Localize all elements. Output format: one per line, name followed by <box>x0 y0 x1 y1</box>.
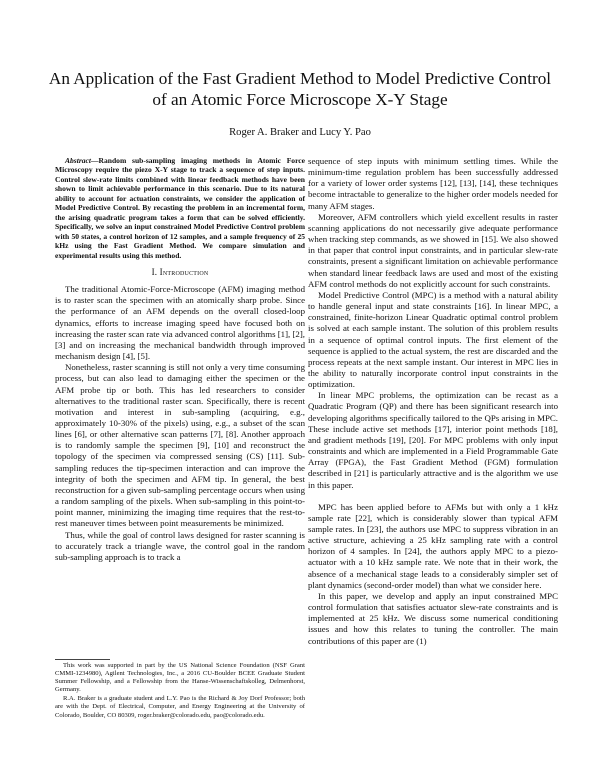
abstract-text: —Random sub-sampling imaging methods in Atomic Force Microscopy require the piezo X-Y stage to track a sequence of step inputs. Control slew-rate limits combined with linear feedback methods have been shown to limit achievable performance in this scenario. Due to its natural ability to account for actuation constraints, we consider the application of Model Predictive Control. By recasting the problem in an incremental form, the arising quadratic program takes a form that can be solved efficiently. Specifically, we solve an input constrained Model Predictive Control problem with 50 states, a control horizon of 12 samples, and a sample frequency of 25 kHz using the Fast Gradient Method. We compare simulation and experimental results using this method. <box>55 156 305 260</box>
footnote-funding: This work was supported in part by the US National Science Foundation (NSF Grant CMMI-1234980), Agilent Technologies, Inc., a 2016 CU-Boulder BCEE Graduate Student Summer Fellowship, and a Fellowship from the Hanse-Wissenschaftskolleg, Delmenhorst, Germany. <box>55 662 305 694</box>
abstract <box>55 156 305 260</box>
paragraph: Nonetheless, raster scanning is still not only a very time consuming process, but can also lead to damaging either the specimen or the AFM probe tip or both. This has led researchers to consider alternatives to the traditional raster scan. Specifically, there is recent motivation and interest in sub-sampling (acquiring, e.g., approximately 10-30% of the pixels) using, e.g., a subset of the scan lines [6], or other alternative scan patterns [7], [8]. Another approach is to randomly sample the specimen [9], [10] and reconstruct the topology of the specimen via compressed sensing (CS) [11]. Sub-sampling reduces the tip-specimen interaction and can improve the integrity of both the specimen and AFM tip. In general, the best reconstruction for a given sub-sampling percentage occurs when using a random sampling of the pixels. When sub-sampling in this point-to-point manner, minimizing the imaging time requires that the rest-to-rest maneuver times between point measurements be minimized. <box>55 362 305 529</box>
author-line: Roger A. Braker and Lucy Y. Pao <box>229 127 371 138</box>
right-column <box>308 156 558 647</box>
paragraph: Thus, while the goal of control laws designed for raster scanning is to accurately track a triangle wave, the control goal in the random sub-sampling approach is to track a <box>55 529 305 562</box>
footnote-divider <box>55 659 110 660</box>
paragraph: Moreover, AFM controllers which yield excellent results in raster scanning applications do not necessarily give adequate performance when tracking step commands, as we showed in [15]. We also showed in that paper that control input constraints, and in particular slew-rate constraints, present a significant limitation on achievable performance when standard linear feedback laws are used and most of the existing AFM control methods do not explicitly account for such constraints. <box>308 211 558 289</box>
paragraph: Model Predictive Control (MPC) is a method with a natural ability to handle general input and state constraints [16]. In linear MPC, a constrained, finite-horizon Linear Quadratic optimal control problem is solved at each sample instant. The solution of this problem results in a sequence of optimal control inputs. The first element of the sequence is applied to the actual system, the rest are discarded and the process repeats at the next sample instant. Our interest in MPC lies in the ability to naturally incorporate control input constraints in the optimization. <box>308 289 558 390</box>
section-heading-introduction: I. Introduction <box>151 266 209 277</box>
abstract-label: Abstract <box>65 156 91 165</box>
footnote-affiliation: R.A. Braker is a graduate student and L.Y. Pao is the Richard & Joy Dorf Professor; both are with the Dept. of Electrical, Computer, and Energy Engineering at the University of Colorado, Boulder, CO 80309, roger.braker@colorado.edu, pao@colorado.edu. <box>55 695 305 719</box>
left-column <box>55 156 305 563</box>
paper-title <box>40 68 560 110</box>
paragraph: MPC has been applied before to AFMs but with only a 1 kHz sample rate [22], which is considerably slower than typical AFM sample rates. In [23], the authors use MPC to suppress vibration in an active structure, achieving a 25 kHz sampling rate with a control horizon of 4 samples. In [24], the authors apply MPC to a piezo-actuator with a 10 kHz sample rate. We note that in their work, the absence of a mechanical stage leads to a considerably simpler set of plant dynamics (second-order model) than what we consider here. <box>308 501 558 590</box>
paragraph: In linear MPC problems, the optimization can be recast as a Quadratic Program (QP) and there has been significant research into developing algorithms specifically tailored to the QPs arising in MPC. These include active set methods [17], interior point methods [18], and gradient methods [19], [20]. For MPC problems with only input constraints and which are implemented in a Field Programmable Gate Array (FPGA), the Fast Gradient Method (FGM) formulation described in [21] is particularly attractive and is the algorithm we use in this paper. <box>308 390 558 490</box>
paragraph: The traditional Atomic-Force-Microscope (AFM) imaging method is to raster scan the specimen with an atomically sharp probe. Since the performance of an AFM depends on the overall closed-loop dynamics, efforts to increase imaging speed have focused both on increasing the raster scan rate via advanced control algorithms [1], [2], [3] and on increasing the mechanical bandwidth through improved mechanism design [4], [5]. <box>55 284 305 362</box>
footnotes <box>55 662 305 720</box>
title-line-1: An Application of the Fast Gradient Method to Model Predictive Control <box>48 69 552 88</box>
paragraph: sequence of step inputs with minimum settling times. While the minimum-time regulation problem has been successfully addressed for a variety of lower order systems [12], [13], [14], these techniques become intractable to generalize to the higher order models needed for many AFM stages. <box>308 156 558 211</box>
title-line-2: of an Atomic Force Microscope X-Y Stage <box>152 90 448 109</box>
paragraph: In this paper, we develop and apply an input constrained MPC control formulation that satisfies actuator slew-rate constraints and is implemented at 25 kHz. We discuss some numerical conditioning issues and how this relates to tuning the controller. The main contributions of this paper are (1) <box>308 590 558 646</box>
